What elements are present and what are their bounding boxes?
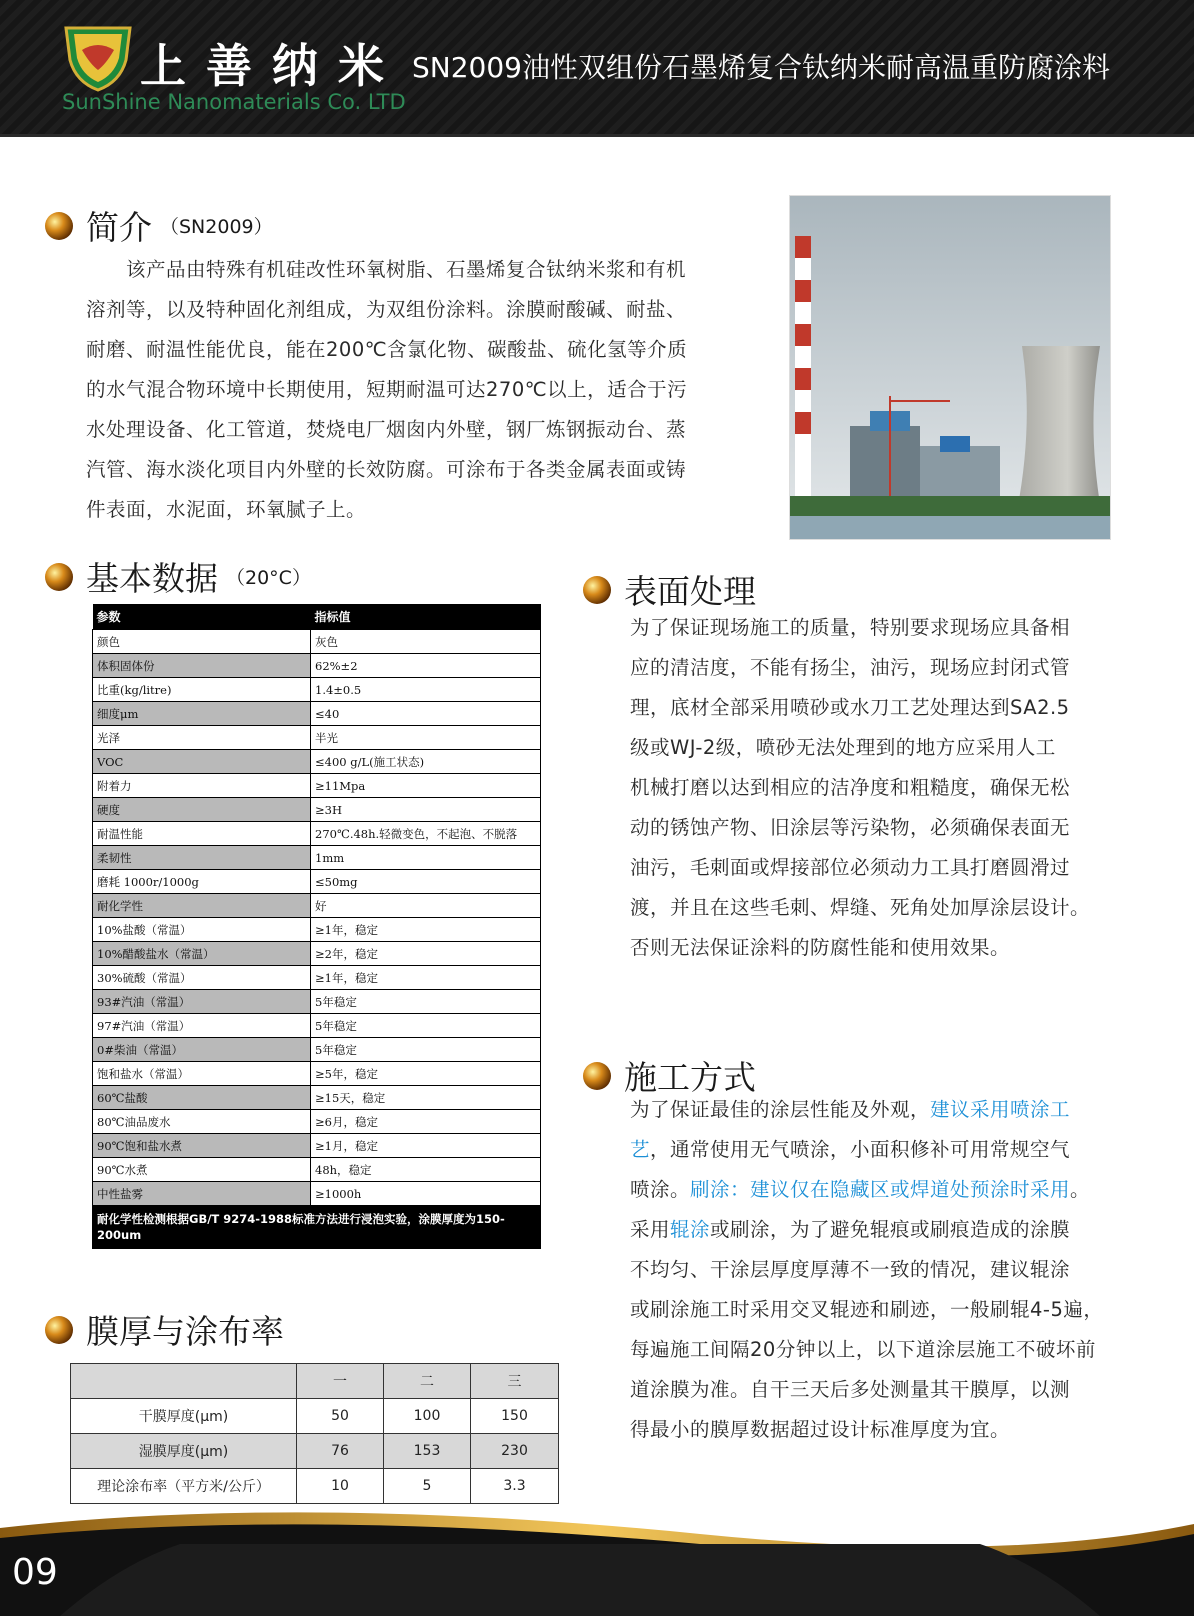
power-plant-photo [790,196,1110,539]
basic-data-subtitle: （20°C） [226,567,311,589]
table-row [93,870,541,894]
table-cell: ≤400 g/L(施工状态) [311,750,541,774]
basic-data-table [92,604,541,1249]
table-cell: ≤50mg [311,870,541,894]
surface-line: 理，底材全部采用喷砂或水刀工艺处理达到SA2.5 [630,696,1070,719]
table-row [93,678,541,702]
table-row [93,774,541,798]
table-cell: 30%硫酸（常温） [93,966,311,990]
table-header-cell: 指标值 [311,604,541,630]
table-cell: 270℃.48h.轻微变色，不起泡、不脱落 [311,822,541,846]
table-cell: 灰色 [311,630,541,654]
table-cell: 5年稳定 [311,990,541,1014]
table-cell: 90℃饱和盐水煮 [93,1134,311,1158]
intro-line: 汽管、海水淡化项目内外壁的长效防腐。可涂布于各类金属表面或铸 [86,458,687,481]
table-cell: ≥6月，稳定 [311,1110,541,1134]
intro-heading [44,202,273,249]
table-cell: 半光 [311,726,541,750]
surface-line: 为了保证现场施工的质量，特别要求现场应具备相 [630,616,1071,639]
construction-title: 施工方式 [624,1058,756,1097]
table-cell: ≥1000h [311,1182,541,1206]
table-cell: 1mm [311,846,541,870]
table-cell: 60℃盐酸 [93,1086,311,1110]
table-cell: 耐化学性 [93,894,311,918]
construction-line: 得最小的膜厚数据超过设计标准厚度为宜。 [630,1418,1011,1441]
table-row [93,1086,541,1110]
table-header-cell: 一 [297,1364,384,1399]
intro-line: 件表面，水泥面，环氧腻子上。 [86,498,367,521]
table-header-cell: 二 [384,1364,471,1399]
construction-paragraph [630,1090,1130,1450]
table-row [71,1469,559,1504]
table-header-cell: 参数 [93,604,311,630]
text-span: 。 [1070,1178,1091,1201]
table-header-row [71,1364,559,1399]
table-cell: 80℃油品废水 [93,1110,311,1134]
table-row [93,1134,541,1158]
intro-line: 该产品由特殊有机硅改性环氧树脂、石墨烯复合钛纳米浆和有机 [86,258,687,281]
table-cell: 体积固体份 [93,654,311,678]
table-row [93,1062,541,1086]
highlight-text: 辊涂 [670,1218,711,1241]
table-header-cell: 三 [471,1364,559,1399]
table-cell: ≥3H [311,798,541,822]
table-row [93,942,541,966]
table-cell: ≥2年，稳定 [311,942,541,966]
text-span: 或刷涂，为了避免辊痕或刷痕造成的涂膜 [710,1218,1071,1241]
brand-name-cn: 上善纳米 [140,39,404,93]
table-cell: 5 [384,1469,471,1504]
intro-line: 水处理设备、化工管道，焚烧电厂烟囱内外壁，钢厂炼钢振动台、蒸 [86,418,687,441]
table-cell: 48h，稳定 [311,1158,541,1182]
basic-data-title: 基本数据 [86,559,218,598]
table-cell: 93#汽油（常温） [93,990,311,1014]
table-cell: 230 [471,1434,559,1469]
table-row [93,1038,541,1062]
construction-line: 不均匀、干涂层厚度厚薄不一致的情况，建议辊涂 [630,1258,1071,1281]
surface-paragraph [630,608,1130,968]
page-number: 09 [12,1552,58,1593]
table-cell: 中性盐雾 [93,1182,311,1206]
table-row [71,1434,559,1469]
table-cell: 5年稳定 [311,1038,541,1062]
surface-line: 渡，并且在这些毛刺、焊缝、死角处加厚涂层设计。 [630,896,1091,919]
text-span: 采用 [630,1218,671,1241]
table-note-row [93,1206,541,1249]
table-row [93,822,541,846]
intro-line: 溶剂等，以及特种固化剂组成，为双组份涂料。涂膜耐酸碱、耐盐、 [86,298,687,321]
film-heading [44,1306,284,1353]
table-cell: 细度μm [93,702,311,726]
surface-line: 动的锈蚀产物、旧涂层等污染物，必须确保表面无 [630,816,1071,839]
highlight-text: 建议采用喷涂工 [930,1098,1071,1121]
table-row [93,846,541,870]
highlight-text: 艺 [630,1138,651,1161]
intro-line: 耐磨、耐温性能优良，能在200℃含氯化物、碳酸盐、硫化氢等介质 [86,338,688,361]
table-cell: 颜色 [93,630,311,654]
surface-heading [582,566,756,613]
highlight-text: 刷涂：建议仅在隐藏区或焊道处预涂时采用 [690,1178,1071,1201]
table-cell: ≤40 [311,702,541,726]
construction-line [630,1130,1130,1170]
table-cell: 耐温性能 [93,822,311,846]
table-cell: 76 [297,1434,384,1469]
surface-line: 应的清洁度，不能有扬尘，油污，现场应封闭式管 [630,656,1071,679]
table-row [93,894,541,918]
table-cell: 5年稳定 [311,1014,541,1038]
bullet-orb-icon [44,211,74,241]
surface-line: 机械打磨以达到相应的洁净度和粗糙度，确保无松 [630,776,1071,799]
basic-data-heading [44,553,311,600]
table-row [93,1110,541,1134]
table-cell: 好 [311,894,541,918]
table-row [93,726,541,750]
text-span: 喷涂。 [630,1178,691,1201]
table-cell: 10%盐酸（常温） [93,918,311,942]
brand-name-en: SunShine Nanomaterials Co. LTD [62,90,406,114]
surface-line: 否则无法保证涂料的防腐性能和使用效果。 [630,936,1011,959]
table-cell: 153 [384,1434,471,1469]
table-cell: 1.4±0.5 [311,678,541,702]
table-note: 耐化学性检测根据GB/T 9274-1988标准方法进行浸泡实验，涂膜厚度为150-200um [93,1206,541,1249]
construction-line: 每遍施工间隔20分钟以上，以下道涂层施工不破坏前 [630,1338,1096,1361]
table-cell: 硬度 [93,798,311,822]
table-cell: 3.3 [471,1469,559,1504]
intro-paragraph [86,250,746,530]
table-cell: 比重(kg/litre) [93,678,311,702]
intro-line: 的水气混合物环境中长期使用，短期耐温可达270℃以上，适合于污 [86,378,688,401]
bullet-orb-icon [582,1061,612,1091]
table-cell: 90℃水煮 [93,1158,311,1182]
table-row [93,1158,541,1182]
header-banner [0,0,1194,137]
footer-wave [0,1504,1194,1616]
table-cell: 62%±2 [311,654,541,678]
table-cell: ≥1年，稳定 [311,918,541,942]
table-row [93,990,541,1014]
construction-line [630,1090,1130,1130]
table-cell: ≥11Mpa [311,774,541,798]
table-cell: 150 [471,1399,559,1434]
table-cell: 理论涂布率（平方米/公斤） [71,1469,297,1504]
table-cell: 干膜厚度(μm) [71,1399,297,1434]
table-row [93,1014,541,1038]
table-cell: 磨耗 1000r/1000g [93,870,311,894]
intro-title: 简介 [86,208,152,247]
product-title: SN2009油性双组份石墨烯复合钛纳米耐高温重防腐涂料 [412,51,1110,84]
table-row [93,918,541,942]
table-cell: 100 [384,1399,471,1434]
table-cell: 光泽 [93,726,311,750]
construction-line: 或刷涂施工时采用交叉辊迹和刷迹，一般刷辊4-5遍， [630,1298,1104,1321]
table-header-cell [71,1364,297,1399]
surface-title: 表面处理 [624,572,756,611]
text-span: 为了保证最佳的涂层性能及外观， [630,1098,931,1121]
film-title: 膜厚与涂布率 [86,1312,284,1351]
table-row [71,1399,559,1434]
company-logo-icon [60,20,136,92]
table-cell: 0#柴油（常温） [93,1038,311,1062]
bullet-orb-icon [44,562,74,592]
table-cell: 10%醋酸盐水（常温） [93,942,311,966]
table-header-row [93,604,541,630]
table-row [93,654,541,678]
table-cell: 饱和盐水（常温） [93,1062,311,1086]
surface-line: 级或WJ-2级，喷砂无法处理到的地方应采用人工 [630,736,1056,759]
table-cell: 湿膜厚度(μm) [71,1434,297,1469]
bullet-orb-icon [44,1315,74,1345]
table-cell: 附着力 [93,774,311,798]
construction-line [630,1170,1130,1210]
table-cell: ≥1年，稳定 [311,966,541,990]
table-row [93,630,541,654]
table-cell: ≥1月，稳定 [311,1134,541,1158]
table-row [93,966,541,990]
table-cell: VOC [93,750,311,774]
table-row [93,702,541,726]
film-thickness-table [70,1363,559,1504]
table-cell: ≥15天，稳定 [311,1086,541,1110]
intro-subtitle: （SN2009） [160,216,273,238]
construction-line [630,1210,1130,1250]
table-row [93,1182,541,1206]
table-cell: 柔韧性 [93,846,311,870]
construction-line: 道涂膜为准。自干三天后多处测量其干膜厚，以测 [630,1378,1071,1401]
table-cell: 50 [297,1399,384,1434]
bullet-orb-icon [582,575,612,605]
table-cell: 10 [297,1469,384,1504]
table-cell: 97#汽油（常温） [93,1014,311,1038]
table-cell: ≥5年，稳定 [311,1062,541,1086]
table-row [93,750,541,774]
table-row [93,798,541,822]
surface-line: 油污，毛刺面或焊接部位必须动力工具打磨圆滑过 [630,856,1071,879]
text-span: ，通常使用无气喷涂，小面积修补可用常规空气 [650,1138,1071,1161]
